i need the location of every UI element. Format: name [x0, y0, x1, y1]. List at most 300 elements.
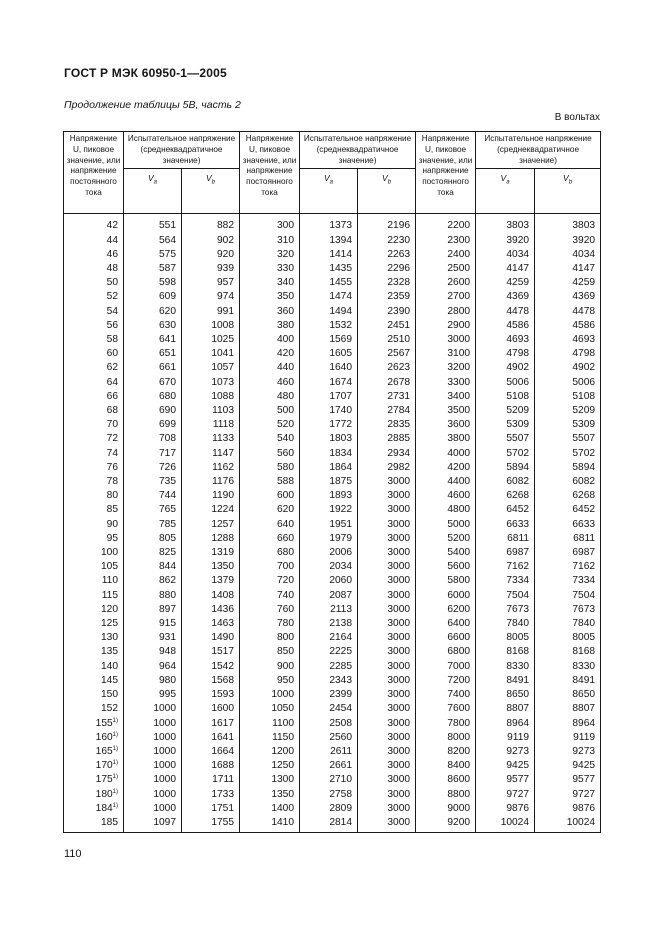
cell-vb-2: 3000: [358, 489, 416, 503]
cell-vb-2: 2982: [358, 461, 416, 475]
cell-va-1: 1000: [124, 745, 182, 759]
table-row: [64, 574, 601, 588]
table-row: [64, 518, 601, 532]
cell-vb-1: 1593: [182, 688, 240, 702]
cell-voltage-3: 9000: [416, 802, 476, 816]
cell-va-2: 2285: [300, 660, 358, 674]
cell-voltage-2: 660: [240, 532, 300, 546]
table-row: [64, 702, 601, 716]
cell-voltage-2: 320: [240, 248, 300, 262]
cell-va-3: 6082: [476, 475, 535, 489]
cell-vb-2: 3000: [358, 702, 416, 716]
cell-voltage-2: 310: [240, 234, 300, 248]
header-test-voltage-2: Испытательное напряжение (среднеквадратичное значение): [300, 132, 416, 169]
cell-voltage-1: 175$^{1)}$: [64, 773, 124, 787]
cell-voltage-2: 760: [240, 603, 300, 617]
cell-va-1: 948: [124, 645, 182, 659]
footnote-mark: 1): [112, 788, 118, 795]
cell-vb-2: 3000: [358, 475, 416, 489]
cell-voltage-3: 2400: [416, 248, 476, 262]
cell-vb-2: 2230: [358, 234, 416, 248]
cell-va-3: 9119: [476, 731, 535, 745]
cell-va-2: 2814: [300, 816, 358, 833]
cell-va-1: 690: [124, 404, 182, 418]
cell-vb-1: 1755: [182, 816, 240, 833]
cell-va-2: 2060: [300, 574, 358, 588]
cell-voltage-3: 7400: [416, 688, 476, 702]
table-continuation-caption: Продолжение таблицы 5В, часть 2: [64, 99, 241, 111]
table-row: [64, 234, 601, 248]
cell-va-2: 2611: [300, 745, 358, 759]
cell-vb-1: 920: [182, 248, 240, 262]
table-row: [64, 802, 601, 816]
cell-voltage-2: 440: [240, 361, 300, 375]
cell-vb-3: 4798: [535, 347, 601, 361]
cell-vb-2: 3000: [358, 802, 416, 816]
cell-va-1: 744: [124, 489, 182, 503]
table-row: [64, 361, 601, 375]
header-voltage-3: Напряжение U, пиковое значение, или напряжение постоянного тока: [416, 132, 476, 214]
cell-vb-3: 4147: [535, 262, 601, 276]
cell-vb-1: 1751: [182, 802, 240, 816]
cell-vb-3: 7162: [535, 560, 601, 574]
cell-va-1: 564: [124, 234, 182, 248]
cell-vb-1: 1463: [182, 617, 240, 631]
footnote-mark: 1): [112, 802, 118, 809]
cell-voltage-1: 50: [64, 276, 124, 290]
cell-va-2: 1772: [300, 418, 358, 432]
header-voltage-1: Напряжение U, пиковое значение, или напряжение постоянного тока: [64, 132, 124, 214]
cell-voltage-2: 520: [240, 418, 300, 432]
cell-va-2: 1569: [300, 333, 358, 347]
cell-va-1: 897: [124, 603, 182, 617]
cell-va-3: 9273: [476, 745, 535, 759]
cell-vb-2: 2263: [358, 248, 416, 262]
cell-voltage-3: 4200: [416, 461, 476, 475]
table-row: [64, 745, 601, 759]
cell-va-2: 1834: [300, 447, 358, 461]
cell-va-2: 2758: [300, 788, 358, 802]
cell-va-2: 1979: [300, 532, 358, 546]
table-row: [64, 290, 601, 304]
cell-voltage-2: 950: [240, 674, 300, 688]
cell-voltage-3: 2200: [416, 214, 476, 234]
cell-vb-2: 3000: [358, 546, 416, 560]
cell-vb-1: 1162: [182, 461, 240, 475]
cell-voltage-1: 125: [64, 617, 124, 631]
cell-voltage-1: 62: [64, 361, 124, 375]
cell-vb-3: 8330: [535, 660, 601, 674]
cell-vb-2: 2784: [358, 404, 416, 418]
cell-va-2: 2113: [300, 603, 358, 617]
cell-voltage-1: 155$^{1)}$: [64, 717, 124, 731]
cell-voltage-3: 4800: [416, 503, 476, 517]
cell-vb-1: 1088: [182, 390, 240, 404]
cell-voltage-1: 95: [64, 532, 124, 546]
cell-vb-3: 8005: [535, 631, 601, 645]
cell-voltage-2: 600: [240, 489, 300, 503]
cell-va-2: 2454: [300, 702, 358, 716]
cell-vb-1: 1408: [182, 589, 240, 603]
cell-va-1: 1000: [124, 731, 182, 745]
cell-vb-2: 2934: [358, 447, 416, 461]
table-row: [64, 717, 601, 731]
table-row: [64, 773, 601, 787]
cell-voltage-3: 2600: [416, 276, 476, 290]
cell-va-2: 1435: [300, 262, 358, 276]
table-row: [64, 262, 601, 276]
cell-va-3: 3803: [476, 214, 535, 234]
cell-vb-3: 10024: [535, 816, 601, 833]
footnote-mark: 1): [112, 731, 118, 738]
cell-voltage-3: 8200: [416, 745, 476, 759]
cell-va-3: 6633: [476, 518, 535, 532]
cell-voltage-3: 5200: [416, 532, 476, 546]
cell-va-1: 670: [124, 376, 182, 390]
footnote-mark: 1): [112, 717, 118, 724]
cell-vb-2: 2678: [358, 376, 416, 390]
cell-va-3: 10024: [476, 816, 535, 833]
cell-voltage-2: 500: [240, 404, 300, 418]
cell-va-2: 1893: [300, 489, 358, 503]
cell-voltage-3: 4600: [416, 489, 476, 503]
cell-voltage-2: 850: [240, 645, 300, 659]
cell-va-1: 1000: [124, 788, 182, 802]
cell-va-3: 6268: [476, 489, 535, 503]
cell-voltage-1: 115: [64, 589, 124, 603]
cell-voltage-3: 6600: [416, 631, 476, 645]
table-row: [64, 461, 601, 475]
cell-voltage-1: 90: [64, 518, 124, 532]
header-voltage-2: Напряжение U, пиковое значение, или напряжение постоянного тока: [240, 132, 300, 214]
cell-va-1: 575: [124, 248, 182, 262]
cell-vb-1: 1379: [182, 574, 240, 588]
subheader-vb-3: $V_b$: [535, 169, 601, 214]
cell-va-1: 964: [124, 660, 182, 674]
cell-va-3: 9425: [476, 759, 535, 773]
cell-va-1: 609: [124, 290, 182, 304]
subheader-vb-2: $V_b$: [358, 169, 416, 214]
cell-va-1: 641: [124, 333, 182, 347]
cell-voltage-1: 120: [64, 603, 124, 617]
cell-va-3: 9577: [476, 773, 535, 787]
cell-vb-2: 3000: [358, 603, 416, 617]
cell-vb-3: 4369: [535, 290, 601, 304]
cell-vb-3: 5309: [535, 418, 601, 432]
cell-vb-2: 2623: [358, 361, 416, 375]
table-body: [64, 214, 601, 833]
cell-va-3: 8005: [476, 631, 535, 645]
cell-vb-3: 9273: [535, 745, 601, 759]
cell-vb-1: 1008: [182, 319, 240, 333]
table-row: [64, 674, 601, 688]
subheader-va-1: $V_a$: [124, 169, 182, 214]
cell-va-3: 8650: [476, 688, 535, 702]
cell-voltage-2: 680: [240, 546, 300, 560]
cell-va-3: 3920: [476, 234, 535, 248]
cell-vb-1: 1133: [182, 432, 240, 446]
cell-voltage-2: 300: [240, 214, 300, 234]
cell-vb-2: 3000: [358, 574, 416, 588]
cell-voltage-2: 800: [240, 631, 300, 645]
table-row: [64, 560, 601, 574]
cell-vb-1: 1319: [182, 546, 240, 560]
cell-vb-1: 1224: [182, 503, 240, 517]
cell-va-1: 765: [124, 503, 182, 517]
cell-va-1: 699: [124, 418, 182, 432]
table-subheader-row: [64, 169, 601, 214]
cell-voltage-2: 1410: [240, 816, 300, 833]
cell-voltage-1: 46: [64, 248, 124, 262]
cell-va-1: 931: [124, 631, 182, 645]
page-number: 110: [64, 848, 82, 860]
cell-voltage-3: 4400: [416, 475, 476, 489]
cell-voltage-1: 150: [64, 688, 124, 702]
table-row: [64, 333, 601, 347]
cell-vb-3: 5507: [535, 432, 601, 446]
cell-va-3: 7840: [476, 617, 535, 631]
cell-voltage-1: 44: [64, 234, 124, 248]
cell-vb-3: 3803: [535, 214, 601, 234]
cell-vb-2: 3000: [358, 731, 416, 745]
document-title: ГОСТ Р МЭК 60950-1—2005: [64, 66, 227, 80]
footnote-mark: 1): [112, 774, 118, 781]
cell-va-1: 598: [124, 276, 182, 290]
cell-va-2: 1532: [300, 319, 358, 333]
cell-va-1: 680: [124, 390, 182, 404]
cell-vb-3: 7334: [535, 574, 601, 588]
cell-voltage-3: 5600: [416, 560, 476, 574]
cell-voltage-2: 340: [240, 276, 300, 290]
cell-va-1: 880: [124, 589, 182, 603]
cell-vb-3: 7673: [535, 603, 601, 617]
cell-voltage-2: 540: [240, 432, 300, 446]
cell-vb-1: 1733: [182, 788, 240, 802]
table-row: [64, 432, 601, 446]
table-row: [64, 759, 601, 773]
cell-va-3: 5894: [476, 461, 535, 475]
cell-vb-3: 4693: [535, 333, 601, 347]
cell-va-2: 1373: [300, 214, 358, 234]
cell-va-1: 630: [124, 319, 182, 333]
table-row: [64, 305, 601, 319]
cell-voltage-1: 68: [64, 404, 124, 418]
cell-vb-2: 2835: [358, 418, 416, 432]
cell-vb-1: 1517: [182, 645, 240, 659]
cell-vb-2: 2451: [358, 319, 416, 333]
cell-va-2: 2710: [300, 773, 358, 787]
cell-vb-3: 8964: [535, 717, 601, 731]
cell-vb-2: 3000: [358, 674, 416, 688]
cell-vb-2: 3000: [358, 518, 416, 532]
cell-va-3: 6452: [476, 503, 535, 517]
cell-voltage-1: 42: [64, 214, 124, 234]
cell-voltage-2: 1300: [240, 773, 300, 787]
cell-va-1: 708: [124, 432, 182, 446]
cell-va-2: 1474: [300, 290, 358, 304]
cell-voltage-1: 60: [64, 347, 124, 361]
cell-voltage-3: 6800: [416, 645, 476, 659]
cell-voltage-3: 3000: [416, 333, 476, 347]
cell-va-3: 4798: [476, 347, 535, 361]
cell-vb-2: 2885: [358, 432, 416, 446]
cell-voltage-2: 720: [240, 574, 300, 588]
cell-va-2: 2164: [300, 631, 358, 645]
cell-voltage-1: 135: [64, 645, 124, 659]
cell-vb-2: 3000: [358, 645, 416, 659]
footnote-mark: 1): [112, 745, 118, 752]
cell-vb-1: 1057: [182, 361, 240, 375]
cell-voltage-2: 1250: [240, 759, 300, 773]
voltage-table: [63, 131, 601, 833]
cell-voltage-3: 3500: [416, 404, 476, 418]
table-row: [64, 631, 601, 645]
cell-vb-2: 3000: [358, 688, 416, 702]
cell-vb-2: 2328: [358, 276, 416, 290]
cell-voltage-2: 1350: [240, 788, 300, 802]
cell-va-1: 980: [124, 674, 182, 688]
cell-va-1: 726: [124, 461, 182, 475]
cell-vb-3: 5894: [535, 461, 601, 475]
cell-vb-1: 1073: [182, 376, 240, 390]
cell-va-2: 1922: [300, 503, 358, 517]
cell-voltage-3: 7800: [416, 717, 476, 731]
cell-voltage-2: 1400: [240, 802, 300, 816]
cell-va-3: 5309: [476, 418, 535, 432]
cell-va-1: 661: [124, 361, 182, 375]
cell-va-3: 6811: [476, 532, 535, 546]
subheader-va-3: $V_a$: [476, 169, 535, 214]
cell-vb-3: 7840: [535, 617, 601, 631]
cell-vb-3: 4478: [535, 305, 601, 319]
cell-vb-2: 3000: [358, 503, 416, 517]
cell-vb-2: 3000: [358, 788, 416, 802]
cell-vb-3: 4902: [535, 361, 601, 375]
cell-vb-3: 9119: [535, 731, 601, 745]
table-row: [64, 214, 601, 234]
cell-vb-3: 6987: [535, 546, 601, 560]
cell-voltage-2: 780: [240, 617, 300, 631]
cell-va-3: 9727: [476, 788, 535, 802]
cell-vb-2: 2510: [358, 333, 416, 347]
cell-voltage-2: 400: [240, 333, 300, 347]
cell-voltage-2: 1100: [240, 717, 300, 731]
cell-vb-1: 1176: [182, 475, 240, 489]
subheader-va-2: $V_a$: [300, 169, 358, 214]
cell-va-2: 1803: [300, 432, 358, 446]
cell-va-1: 651: [124, 347, 182, 361]
cell-vb-2: 3000: [358, 816, 416, 833]
cell-voltage-3: 3800: [416, 432, 476, 446]
cell-vb-2: 2567: [358, 347, 416, 361]
cell-vb-2: 3000: [358, 717, 416, 731]
table-row: [64, 404, 601, 418]
table-row: [64, 475, 601, 489]
cell-va-2: 2661: [300, 759, 358, 773]
cell-voltage-1: 85: [64, 503, 124, 517]
table-row: [64, 489, 601, 503]
cell-vb-2: 3000: [358, 617, 416, 631]
cell-voltage-2: 380: [240, 319, 300, 333]
cell-voltage-1: 170$^{1)}$: [64, 759, 124, 773]
cell-voltage-3: 3100: [416, 347, 476, 361]
cell-va-1: 862: [124, 574, 182, 588]
cell-voltage-2: 1050: [240, 702, 300, 716]
cell-va-3: 7504: [476, 589, 535, 603]
cell-vb-2: 2196: [358, 214, 416, 234]
table-row: [64, 617, 601, 631]
cell-vb-1: 1041: [182, 347, 240, 361]
cell-vb-1: 1147: [182, 447, 240, 461]
cell-va-3: 5702: [476, 447, 535, 461]
cell-vb-3: 9577: [535, 773, 601, 787]
cell-voltage-1: 80: [64, 489, 124, 503]
cell-vb-1: 1118: [182, 418, 240, 432]
cell-vb-2: 2390: [358, 305, 416, 319]
cell-va-1: 844: [124, 560, 182, 574]
cell-voltage-2: 420: [240, 347, 300, 361]
cell-voltage-2: 360: [240, 305, 300, 319]
cell-voltage-3: 8800: [416, 788, 476, 802]
cell-voltage-3: 3300: [416, 376, 476, 390]
cell-vb-1: 1568: [182, 674, 240, 688]
cell-voltage-3: 5800: [416, 574, 476, 588]
cell-vb-3: 8168: [535, 645, 601, 659]
cell-va-2: 1740: [300, 404, 358, 418]
cell-vb-3: 6452: [535, 503, 601, 517]
cell-vb-2: 3000: [358, 745, 416, 759]
cell-va-2: 1414: [300, 248, 358, 262]
cell-voltage-3: 7000: [416, 660, 476, 674]
cell-voltage-3: 2500: [416, 262, 476, 276]
cell-voltage-1: 64: [64, 376, 124, 390]
cell-voltage-2: 480: [240, 390, 300, 404]
cell-voltage-1: 160$^{1)}$: [64, 731, 124, 745]
cell-va-1: 805: [124, 532, 182, 546]
cell-vb-2: 2731: [358, 390, 416, 404]
cell-voltage-1: 185: [64, 816, 124, 833]
cell-va-3: 7162: [476, 560, 535, 574]
cell-va-3: 8330: [476, 660, 535, 674]
cell-va-2: 2006: [300, 546, 358, 560]
cell-vb-3: 6082: [535, 475, 601, 489]
cell-vb-2: 3000: [358, 589, 416, 603]
table-row: [64, 319, 601, 333]
cell-va-3: 5507: [476, 432, 535, 446]
cell-vb-1: 1436: [182, 603, 240, 617]
table-row: [64, 276, 601, 290]
cell-vb-1: 902: [182, 234, 240, 248]
cell-vb-2: 3000: [358, 773, 416, 787]
cell-va-2: 1455: [300, 276, 358, 290]
cell-va-1: 717: [124, 447, 182, 461]
cell-va-1: 1000: [124, 802, 182, 816]
cell-va-2: 2399: [300, 688, 358, 702]
cell-va-2: 1394: [300, 234, 358, 248]
cell-voltage-3: 2700: [416, 290, 476, 304]
cell-voltage-1: 130: [64, 631, 124, 645]
cell-voltage-1: 74: [64, 447, 124, 461]
cell-vb-2: 3000: [358, 660, 416, 674]
cell-voltage-3: 9200: [416, 816, 476, 833]
cell-va-2: 1875: [300, 475, 358, 489]
cell-voltage-1: 66: [64, 390, 124, 404]
cell-vb-3: 4034: [535, 248, 601, 262]
cell-va-3: 5006: [476, 376, 535, 390]
cell-voltage-1: 152: [64, 702, 124, 716]
cell-vb-1: 882: [182, 214, 240, 234]
cell-vb-2: 2359: [358, 290, 416, 304]
